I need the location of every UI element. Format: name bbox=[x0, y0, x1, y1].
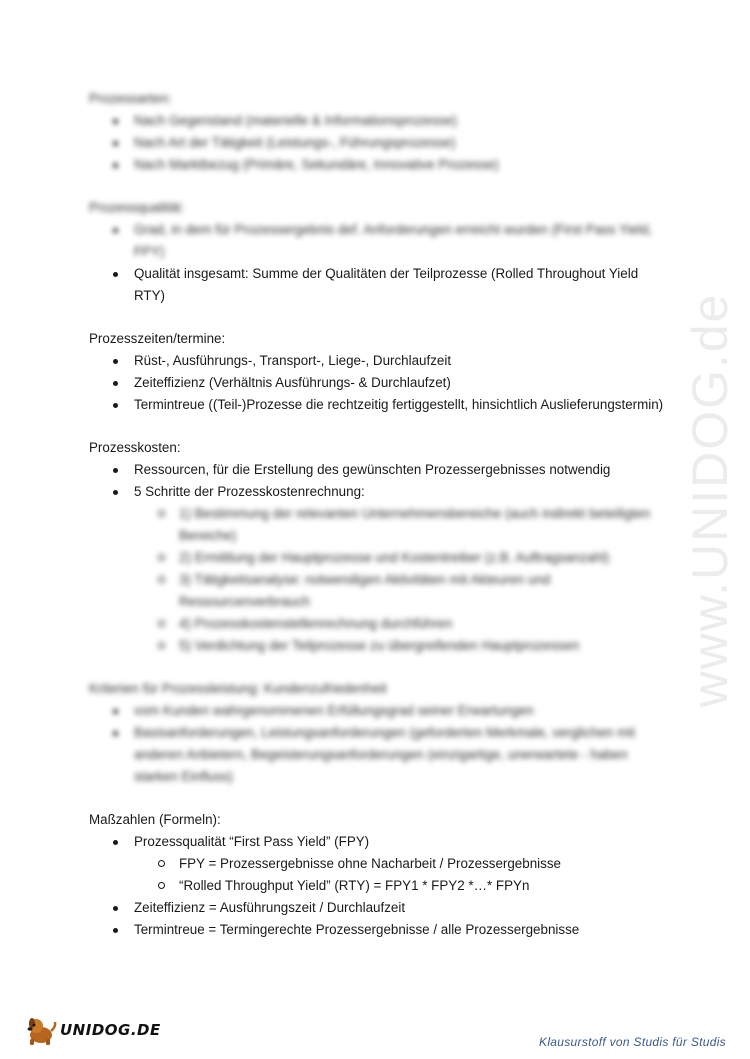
sub-list-item: 3) Tätigkeitsanalyse: notwendigen Aktivitäten mit Akteuren und Ressourcenverbrauch bbox=[134, 569, 669, 613]
bullet-icon bbox=[113, 731, 118, 736]
circle-bullet-icon bbox=[158, 554, 165, 561]
sub-list-item: 5) Verdichtung der Teilprozesse zu übergreifenden Hauptprozessen bbox=[134, 635, 669, 657]
bullet-icon bbox=[113, 381, 118, 386]
bullet-icon bbox=[113, 928, 118, 933]
bullet-icon bbox=[113, 840, 118, 845]
section-heading: Maßzahlen (Formeln): bbox=[89, 812, 221, 827]
bullet-icon bbox=[113, 163, 118, 168]
bullet-icon bbox=[113, 709, 118, 714]
unidog-logo[interactable] bbox=[24, 1013, 161, 1047]
circle-bullet-icon bbox=[158, 642, 165, 649]
circle-bullet-icon bbox=[158, 510, 165, 517]
sub-list-item: 2) Ermittlung der Hauptprozesse und Kostentreiber (z.B. Auftragsanzahl) bbox=[134, 547, 669, 569]
bullet-icon bbox=[113, 359, 118, 364]
list-item: Zeiteffizienz (Verhältnis Ausführungs- & Durchlaufzet) bbox=[89, 372, 669, 394]
list-item: Grad, in dem für Prozessergebnis def. Anforderungen erreicht wurden (First Pass Yield, FPY) bbox=[89, 219, 669, 263]
section-heading: Kriterien für Prozessleistung: Kundenzufriedenheit bbox=[89, 681, 387, 696]
circle-bullet-icon bbox=[158, 620, 165, 627]
list-item: Nach Gegenstand (materielle & Informationsprozesse) bbox=[89, 110, 669, 132]
list-item: Nach Art der Tätigkeit (Leistungs-, Führungsprozesse) bbox=[89, 132, 669, 154]
list-item: Zeiteffizienz = Ausführungszeit / Durchlaufzeit bbox=[89, 897, 669, 919]
dog-icon bbox=[24, 1013, 58, 1047]
section-prozesskosten bbox=[89, 437, 669, 657]
sub-list-item: 1) Bestimmung der relevanten Unternehmensbereiche (auch indirekt beteiligten Bereiche) bbox=[134, 503, 669, 547]
bullet-icon bbox=[113, 272, 118, 277]
list-item: Qualität insgesamt: Summe der Qualitäten der Teilprozesse (Rolled Throughout Yield RTY) bbox=[89, 263, 669, 307]
list-item: Termintreue = Termingerechte Prozessergebnisse / alle Prozessergebnisse bbox=[89, 919, 669, 941]
logo-text: UNIDOG.DE bbox=[60, 1021, 161, 1039]
list-item: Rüst-, Ausführungs-, Transport-, Liege-, Durchlaufzeit bbox=[89, 350, 669, 372]
bullet-icon bbox=[113, 403, 118, 408]
bullet-icon bbox=[113, 119, 118, 124]
list-item: Nach Marktbezug (Primäre, Sekundäre, Innovative Prozesse) bbox=[89, 154, 669, 176]
bullet-icon bbox=[113, 228, 118, 233]
section-prozessarten bbox=[89, 88, 669, 176]
watermark: www.UNIDOG.de bbox=[682, 292, 738, 708]
bullet-icon bbox=[113, 468, 118, 473]
section-heading: Prozesskosten: bbox=[89, 440, 181, 455]
section-heading: Prozessarten: bbox=[89, 91, 172, 106]
sub-list-item: 4) Prozesskostenstellenrechnung durchführen bbox=[134, 613, 669, 635]
section-masszahlen bbox=[89, 809, 669, 941]
section-prozessqualitaet bbox=[89, 197, 669, 307]
document-body bbox=[89, 88, 669, 962]
list-item: Termintreue ((Teil-)Prozesse die rechtzeitig fertiggestellt, hinsichtlich Auslieferungstermin) bbox=[89, 394, 669, 416]
section-kriterien bbox=[89, 678, 669, 788]
circle-bullet-icon bbox=[158, 882, 165, 889]
sub-list-item: “Rolled Throughput Yield” (RTY) = FPY1 * FPY2 *…* FPYn bbox=[134, 875, 669, 897]
section-heading: Prozessqualität: bbox=[89, 200, 185, 215]
bullet-icon bbox=[113, 490, 118, 495]
section-heading: Prozesszeiten/termine: bbox=[89, 331, 226, 346]
bullet-icon bbox=[113, 906, 118, 911]
list-item: Basisanforderungen, Leistungsanforderungen (geforderten Merkmale, verglichen mit anderen Anbietern, Begeisterungsanforderungen (einzigartige, unerwartete - haben starken Einfluss) bbox=[89, 722, 669, 788]
list-item: 5 Schritte der Prozesskostenrechnung: 1) Bestimmung der relevanten Unternehmensbereiche (auch indirekt beteiligten Bereiche) 2) Ermittlung der Hauptprozesse und Kostentreiber (z.B. Auftragsanzahl) 3) Tätigkeitsanalyse: notwendigen Aktivitäten mit Akteuren und Ressourcenverbrauch 4) Prozesskostenstellenrechnung durchführen 5) Verdichtung der Teilprozesse zu übergreifenden Hauptprozessen bbox=[89, 481, 669, 657]
list-item: vom Kunden wahrgenommenen Erfüllungsgrad seiner Erwartungen bbox=[89, 700, 669, 722]
circle-bullet-icon bbox=[158, 860, 165, 867]
sub-list-item: FPY = Prozessergebnisse ohne Nacharbeit / Prozessergebnisse bbox=[134, 853, 669, 875]
list-item: Prozessqualität “First Pass Yield” (FPY) FPY = Prozessergebnisse ohne Nacharbeit / Prozessergebnisse “Rolled Throughput Yield” (RTY) = FPY1 * FPY2 *…* FPYn bbox=[89, 831, 669, 897]
footer-tagline: Klausurstoff von Studis für Studis bbox=[539, 1035, 726, 1049]
section-prozesszeiten bbox=[89, 328, 669, 416]
circle-bullet-icon bbox=[158, 576, 165, 583]
list-item: Ressourcen, für die Erstellung des gewünschten Prozessergebnisses notwendig bbox=[89, 459, 669, 481]
bullet-icon bbox=[113, 141, 118, 146]
